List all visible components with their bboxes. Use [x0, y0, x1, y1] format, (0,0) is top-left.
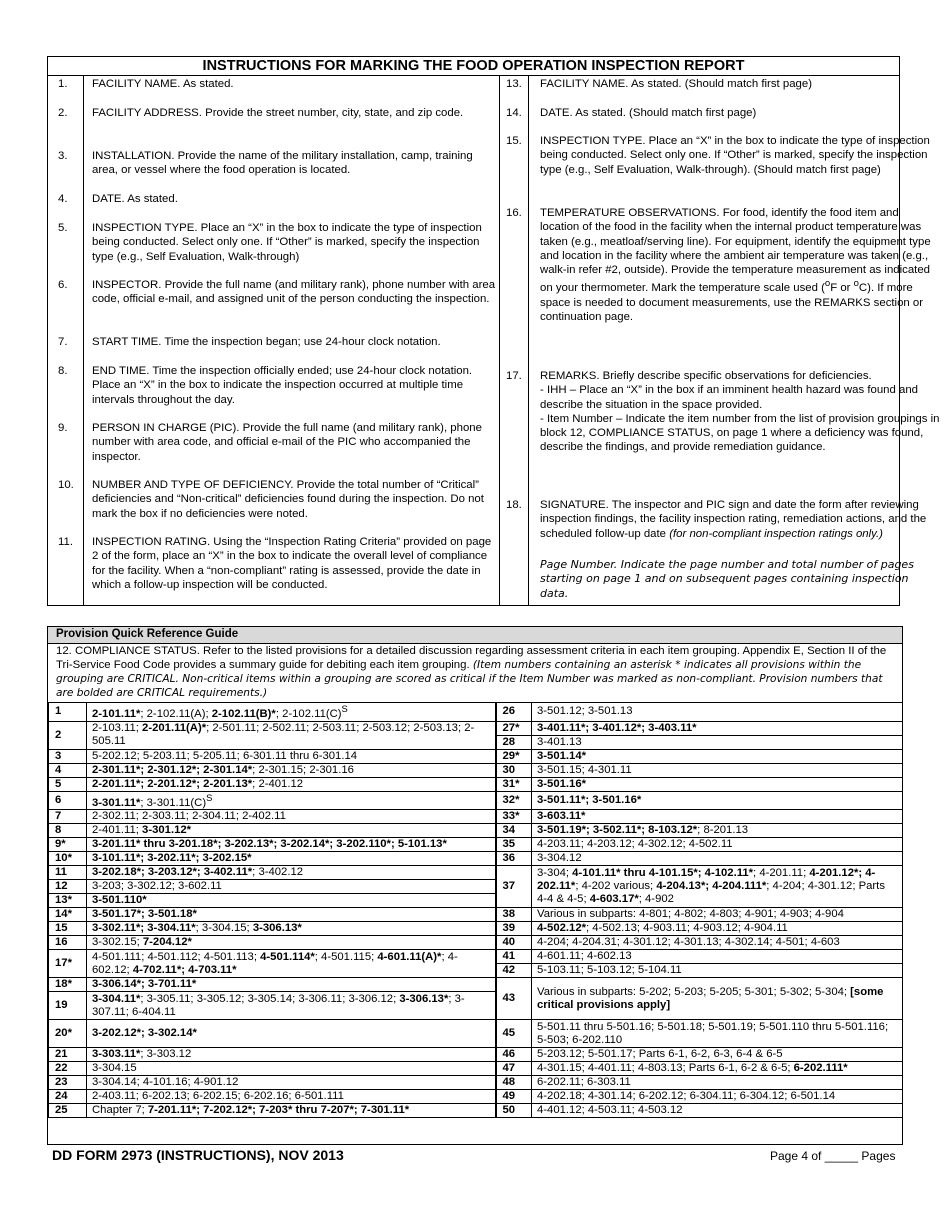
provision-item-number: 30	[496, 763, 532, 777]
provision-item-number: 49	[496, 1090, 532, 1104]
table-row	[49, 838, 903, 852]
provision-item-number: 1	[49, 703, 87, 722]
item-number: 8.	[58, 365, 68, 377]
provision-list: 4-601.11; 4-602.13	[532, 950, 903, 964]
provision-item-number: 42	[496, 964, 532, 978]
item-number: 4.	[58, 193, 68, 205]
right-instruction-item	[496, 206, 940, 324]
provision-list: 4-204; 4-204.31; 4-301.12; 4-301.13; 4-302.14; 4-501; 4-603	[532, 936, 903, 950]
provision-list: 4-203.11; 4-203.12; 4-302.12; 4-502.11	[532, 838, 903, 852]
table-row	[49, 908, 903, 922]
provision-item-number: 25	[49, 1104, 87, 1118]
provision-item-number: 43	[496, 978, 532, 1020]
item-number: 6.	[58, 279, 68, 291]
provision-list: 3-501.12; 3-501.13	[532, 703, 903, 722]
provision-table	[48, 702, 903, 1118]
provision-item-number: 40	[496, 936, 532, 950]
provision-item-number: 24	[49, 1090, 87, 1104]
item-number: 13.	[506, 78, 522, 90]
item-text: END TIME. Time the inspection officially ended; use 24-hour clock notation. Place an “X” in the box to indicate the inspection occurred at multiple time intervals throughout the day.	[92, 365, 473, 406]
provision-item-number: 4	[49, 763, 87, 777]
provision-item-number: 16	[49, 936, 87, 950]
table-row	[49, 1062, 903, 1076]
table-row	[49, 763, 903, 777]
provision-list: 3-401.13	[532, 735, 903, 749]
provision-item-number: 3	[49, 749, 87, 763]
provision-list: 3-603.11*	[532, 810, 903, 824]
provision-list: 4-501.111; 4-501.112; 4-501.113; 4-501.114*; 4-501.115; 4-601.11(A)*; 4-602.12; 4-702.11*; 4-703.11*	[87, 950, 496, 978]
provision-item-number: 19	[49, 992, 87, 1020]
item-number: 1.	[58, 78, 68, 90]
provision-list: 5-202.12; 5-203.11; 5-205.11; 6-301.11 thru 6-301.14	[87, 749, 496, 763]
item-number: 18.	[506, 499, 522, 511]
item-number: 9.	[58, 422, 68, 434]
table-row	[49, 950, 903, 964]
provision-item-number: 35	[496, 838, 532, 852]
item-number: 17.	[506, 370, 522, 382]
provision-item-number: 31*	[496, 777, 532, 791]
provision-item-number: 28	[496, 735, 532, 749]
provision-list: 3-306.14*; 3-701.11*	[87, 978, 496, 992]
table-row	[49, 852, 903, 866]
item-text: FACILITY NAME. As stated.	[92, 78, 234, 90]
provision-list: 3-202.12*; 3-302.14*	[87, 1020, 496, 1048]
right-instruction-item	[496, 369, 940, 455]
provision-item-number: 48	[496, 1076, 532, 1090]
provision-list: 2-301.11*; 2-301.12*; 2-301.14*; 2-301.15; 2-301.16	[87, 763, 496, 777]
item-text: REMARKS. Briefly describe specific observations for deficiencies. - IHH – Place an “X” in the box if an imminent health hazard was found and describe the situation in the space provided. - Item Number – Indicate the item number from the list of provision groupings in block 12, COMPLIANCE STATUS, on page 1 where a deficiency was found, describe the findings, and provide remediation guidance.	[540, 370, 940, 454]
page-number: Page 4 of _____ Pages	[770, 1149, 896, 1163]
provision-list: 3-501.15; 4-301.11	[532, 763, 903, 777]
provision-list: 5-103.11; 5-103.12; 5-104.11	[532, 964, 903, 978]
provision-list: 3-501.11*; 3-501.16*	[532, 791, 903, 810]
provision-list: 5-203.12; 5-501.17; Parts 6-1, 6-2, 6-3, 6-4 & 6-5	[532, 1048, 903, 1062]
compliance-status-description: 12. COMPLIANCE STATUS. Refer to the listed provisions for a detailed discussion regarding assessment criteria in each item grouping. Appendix E, Section II of the Tri-Service Food Code provides a summary guide for debiting each item grouping. (Item numbers containing an asterisk * indicates all provisions within the grouping are CRITICAL. Non-critical items within a grouping are scored as critical if the Item Number was marked as non-compliant. Provision numbers that are bolded are CRITICAL requirements.)	[48, 644, 902, 703]
provision-item-number: 8	[49, 824, 87, 838]
provision-list: Various in subparts: 4-801; 4-802; 4-803; 4-901; 4-903; 4-904	[532, 908, 903, 922]
provision-list: 3-501.16*	[532, 777, 903, 791]
item-text: FACILITY ADDRESS. Provide the street number, city, state, and zip code.	[92, 107, 464, 119]
provision-item-number: 46	[496, 1048, 532, 1062]
left-instruction-item	[48, 421, 497, 464]
table-row	[49, 777, 903, 791]
provision-item-number: 32*	[496, 791, 532, 810]
left-instruction-item	[48, 106, 497, 120]
instructions-title: INSTRUCTIONS FOR MARKING THE FOOD OPERATION INSPECTION REPORT	[48, 57, 899, 76]
right-instruction-item	[496, 134, 940, 177]
instructions-section	[47, 56, 940, 606]
item-number: 15.	[506, 135, 522, 147]
provision-item-number: 45	[496, 1020, 532, 1048]
item-text: NUMBER AND TYPE OF DEFICIENCY. Provide the total number of “Critical” deficiencies and “Non-critical” deficiencies found during the inspection. Do not mark the box if no deficiencies were noted.	[92, 479, 484, 520]
item-text: INSPECTOR. Provide the full name (and military rank), phone number with area code, official e-mail, and assigned unit of the person conducting the inspection.	[92, 279, 496, 306]
provision-list: 2-403.11; 6-202.13; 6-202.15; 6-202.16; 6-501.111	[87, 1090, 496, 1104]
table-row	[49, 810, 903, 824]
provision-list: 2-201.11*; 2-201.12*; 2-201.13*; 2-401.12	[87, 777, 496, 791]
provision-item-number: 47	[496, 1062, 532, 1076]
table-row	[49, 721, 903, 735]
provision-item-number: 2	[49, 721, 87, 749]
table-row	[49, 978, 903, 992]
table-row	[49, 703, 903, 722]
provision-list: 3-202.18*; 3-203.12*; 3-402.11*; 3-402.12	[87, 866, 496, 880]
provision-item-number: 36	[496, 852, 532, 866]
table-row	[49, 1104, 903, 1118]
provision-list: 2-101.11*; 2-102.11(A); 2-102.11(B)*; $2-102.11(C)^S$	[87, 703, 496, 722]
provision-list: 4-502.12*; 4-502.13; 4-903.11; 4-903.12; 4-904.11	[532, 922, 903, 936]
item-number: 3.	[58, 150, 68, 162]
item-number: 5.	[58, 222, 68, 234]
provision-item-number: 7	[49, 810, 87, 824]
left-instruction-item	[48, 77, 497, 91]
provision-item-number: 23	[49, 1076, 87, 1090]
provision-list: 3-203; 3-302.12; 3-602.11	[87, 880, 496, 894]
left-instruction-item	[48, 221, 497, 264]
guide-title: Provision Quick Reference Guide	[48, 627, 902, 644]
provision-list: 3-301.11*; $3-301.11(C)^S$	[87, 791, 496, 810]
provision-list: 3-501.14*	[532, 749, 903, 763]
left-instruction-item	[48, 335, 497, 349]
table-row	[49, 1076, 903, 1090]
provision-list: 3-304.14; 4-101.16; 4-901.12	[87, 1076, 496, 1090]
item-text: SIGNATURE. The inspector and PIC sign and date the form after reviewing inspection findings, the facility inspection rating, remediation actions, and the scheduled follow-up date (for non-compliant inspection ratings only.)	[540, 499, 927, 540]
table-row	[49, 749, 903, 763]
item-text: INSPECTION TYPE. Place an “X” in the box to indicate the type of inspection being conducted. Select only one. If “Other” is marked, specify the inspection type (e.g., Self Evaluation, Walk-through)	[92, 222, 482, 263]
provision-list: 4-401.12; 4-503.11; 4-503.12	[532, 1104, 903, 1118]
item-number: 2.	[58, 107, 68, 119]
table-row	[49, 1048, 903, 1062]
provision-list: Various in subparts: 5-202; 5-203; 5-205; 5-301; 5-302; 5-304; [some critical provisions apply]	[532, 978, 903, 1020]
provision-item-number: 37	[496, 866, 532, 908]
item-text: INSPECTION TYPE. Place an “X” in the box to indicate the type of inspection being conducted. Select only one. If “Other” is marked, specify the inspection type (e.g., Self Evaluation, Walk-through). (Should match first page)	[540, 135, 930, 176]
table-row	[49, 866, 903, 880]
provision-list: 3-304; 4-101.11* thru 4-101.15*; 4-102.11*; 4-201.11; 4-201.12*; 4-202.11*; 4-202 various; 4-204.13*; 4-204.111*; 4-204; 4-301.12; Parts 4-4 & 4-5; 4-603.17*; 4-902	[532, 866, 903, 908]
left-instruction-item	[48, 278, 497, 307]
item-text: START TIME. Time the inspection began; use 24-hour clock notation.	[92, 336, 441, 348]
provision-list: 4-301.15; 4-401.11; 4-803.13; Parts 6-1, 6-2 & 6-5; 6-202.111*	[532, 1062, 903, 1076]
provision-item-number: 9*	[49, 838, 87, 852]
provision-item-number: 15	[49, 922, 87, 936]
provision-list: 3-303.11*; 3-303.12	[87, 1048, 496, 1062]
provision-item-number: 27*	[496, 721, 532, 735]
item-text: TEMPERATURE OBSERVATIONS. For food, identify the food item and location of the food in the facility when the internal product temperature was taken (e.g., meatloaf/serving line). For equipment, identify the equipment type and location in the facility where the ambient air temperature was taken (e.g., walk-in refer #2, outside). Provide the temperature measurement as indicated on your thermometer. Mark the temperature scale used ($^o$F or $^o$C). If more space is needed to document measurements, use the REMARKS section or continuation page.	[540, 207, 931, 323]
left-instruction-item	[48, 149, 497, 178]
provision-list: 3-101.11*; 3-202.11*; 3-202.15*	[87, 852, 496, 866]
provision-item-number: 34	[496, 824, 532, 838]
provision-item-number: 20*	[49, 1020, 87, 1048]
provision-list: Chapter 7; 7-201.11*; 7-202.12*; 7-203* thru 7-207*; 7-301.11*	[87, 1104, 496, 1118]
provision-item-number: 50	[496, 1104, 532, 1118]
provision-list: 3-201.11* thru 3-201.18*; 3-202.13*; 3-202.14*; 3-202.110*; 5-101.13*	[87, 838, 496, 852]
provision-item-number: 12	[49, 880, 87, 894]
provision-list: 3-302.15; 7-204.12*	[87, 936, 496, 950]
provision-list: 4-202.18; 4-301.14; 6-202.12; 6-304.11; 6-304.12; 6-501.14	[532, 1090, 903, 1104]
provision-quick-reference-guide	[47, 626, 903, 1145]
item-text: PERSON IN CHARGE (PIC). Provide the full name (and military rank), phone number with area code, and official e-mail of the PIC who accompanied the inspector.	[92, 422, 482, 463]
left-instruction-item	[48, 192, 497, 206]
provision-list: 3-401.11*; 3-401.12*; 3-403.11*	[532, 721, 903, 735]
provision-item-number: 6	[49, 791, 87, 810]
provision-item-number: 41	[496, 950, 532, 964]
provision-item-number: 26	[496, 703, 532, 722]
form-identifier: DD FORM 2973 (INSTRUCTIONS), NOV 2013	[52, 1147, 344, 1163]
item-text: Page Number. Indicate the page number and total number of pages starting on page 1 and on subsequent pages containing inspection data.	[540, 558, 914, 600]
provision-item-number: 22	[49, 1062, 87, 1076]
provision-item-number: 33*	[496, 810, 532, 824]
item-text: INSTALLATION. Provide the name of the military installation, camp, training area, or vessel where the food operation is located.	[92, 150, 473, 177]
item-number: 10.	[58, 479, 74, 491]
provision-list: 3-501.19*; 3-502.11*; 8-103.12*; 8-201.13	[532, 824, 903, 838]
provision-list: 3-302.11*; 3-304.11*; 3-304.15; 3-306.13*	[87, 922, 496, 936]
item-number: 16.	[506, 207, 522, 219]
left-instruction-item	[48, 478, 497, 521]
table-row	[49, 922, 903, 936]
item-text: DATE. As stated. (Should match first page)	[540, 107, 757, 119]
table-row	[49, 1090, 903, 1104]
provision-item-number: 13*	[49, 894, 87, 908]
provision-list: 3-501.17*; 3-501.18*	[87, 908, 496, 922]
right-instruction-item	[496, 77, 940, 91]
right-instruction-item	[496, 106, 940, 120]
provision-list: 2-103.11; 2-201.11(A)*; 2-501.11; 2-502.11; 2-503.11; 2-503.12; 2-503.13; 2-505.11	[87, 721, 496, 749]
provision-item-number: 29*	[496, 749, 532, 763]
provision-list: 3-304.12	[532, 852, 903, 866]
provision-item-number: 5	[49, 777, 87, 791]
item-number: 7.	[58, 336, 68, 348]
provision-item-number: 17*	[49, 950, 87, 978]
item-number: 14.	[506, 107, 522, 119]
provision-item-number: 10*	[49, 852, 87, 866]
provision-item-number: 11	[49, 866, 87, 880]
provision-list: 6-202.11; 6-303.11	[532, 1076, 903, 1090]
left-instruction-item	[48, 535, 497, 592]
provision-list: 5-501.11 thru 5-501.16; 5-501.18; 5-501.19; 5-501.110 thru 5-501.116; 5-503; 6-202.110	[532, 1020, 903, 1048]
provision-item-number: 38	[496, 908, 532, 922]
provision-list: 3-501.110*	[87, 894, 496, 908]
provision-list: 3-304.11*; 3-305.11; 3-305.12; 3-305.14; 3-306.11; 3-306.12; 3-306.13*; 3-307.11; 6-404.11	[87, 992, 496, 1020]
item-text: FACILITY NAME. As stated. (Should match first page)	[540, 78, 813, 90]
provision-list: 2-302.11; 2-303.11; 2-304.11; 2-402.11	[87, 810, 496, 824]
left-instruction-item	[48, 364, 497, 407]
table-row	[49, 936, 903, 950]
right-instruction-item	[496, 558, 940, 601]
table-row	[49, 1020, 903, 1048]
provision-item-number: 39	[496, 922, 532, 936]
table-row	[49, 824, 903, 838]
provision-item-number: 21	[49, 1048, 87, 1062]
provision-list: 3-304.15	[87, 1062, 496, 1076]
item-number: 11.	[58, 536, 73, 548]
item-text: DATE. As stated.	[92, 193, 178, 205]
right-instruction-item	[496, 498, 940, 541]
provision-list: 2-401.11; 3-301.12*	[87, 824, 496, 838]
provision-item-number: 14*	[49, 908, 87, 922]
provision-item-number: 18*	[49, 978, 87, 992]
item-text: INSPECTION RATING. Using the “Inspection Rating Criteria” provided on page 2 of the form, place an “X” in the box to indicate the overall level of compliance for the facility. When a “non-compliant” rating is assessed, provide the date in which a follow-up inspection will be conducted.	[92, 536, 492, 591]
table-row	[49, 791, 903, 810]
